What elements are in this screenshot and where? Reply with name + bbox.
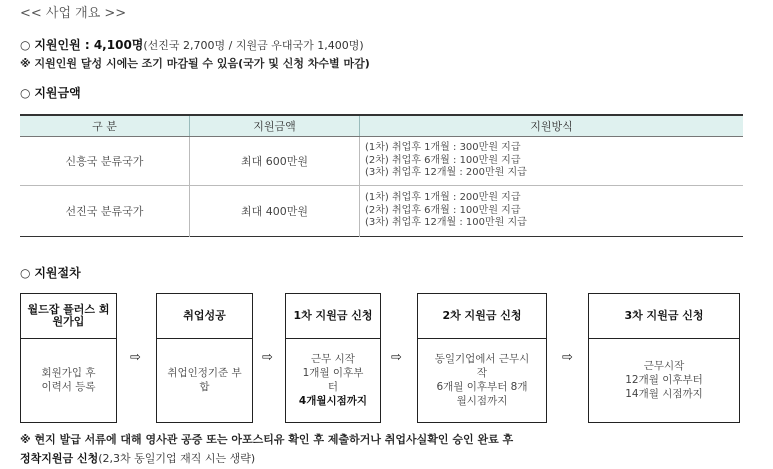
cell-category: 신흥국 분류국가 <box>20 137 190 186</box>
cell-method <box>360 186 744 237</box>
bullet-circle: ○ <box>20 266 31 280</box>
step-box-signup <box>20 293 117 423</box>
amount-section-title <box>20 84 81 101</box>
header-category: 구 분 <box>20 115 190 137</box>
header-method: 지원방식 <box>360 115 744 137</box>
funding-table <box>20 114 743 237</box>
step-body-line: 터 <box>327 381 339 393</box>
cell-amount: 최대 400만원 <box>190 186 360 237</box>
footer-settlement <box>20 450 255 466</box>
step-body-line: 1개월 이후부 <box>302 367 364 379</box>
recruit-line <box>20 36 364 53</box>
step-body <box>286 338 380 422</box>
step-body <box>21 338 116 422</box>
arrow-right-icon: ⇨ <box>391 350 402 365</box>
step-title: 월드잡 플러스 회원가입 <box>21 294 116 339</box>
procedure-label: 지원절차 <box>34 266 81 280</box>
recruit-label: 지원인원 : 4,100명 <box>34 38 144 52</box>
cell-category: 선진국 분류국가 <box>65 205 144 218</box>
step-title: 1차 지원금 신청 <box>286 294 380 339</box>
table-header-row <box>20 115 743 137</box>
step-body-line: 근무 시작 <box>311 353 355 365</box>
footer-settlement-label: 정착지원금 신청 <box>20 452 99 465</box>
step-title: 취업성공 <box>157 294 252 339</box>
footer-settlement-note: (2,3차 동일기업 재직 시는 생략) <box>98 452 256 465</box>
step-body-line: 동일기업에서 근무시 <box>434 353 530 365</box>
step-box-first-claim <box>285 293 381 423</box>
method-line: (3차) 취업후 12개월 : 100만원 지급 <box>365 217 527 229</box>
step-box-third-claim <box>588 293 740 423</box>
step-body-line: 6개월 이후부터 8개 <box>436 381 528 393</box>
procedure-section-title <box>20 264 81 281</box>
arrow-right-icon: ⇨ <box>562 350 573 365</box>
amount-label: 지원금액 <box>34 86 81 100</box>
arrow-right-icon: ⇨ <box>130 350 141 365</box>
method-line: (1차) 취업후 1개월 : 300만원 지급 <box>365 142 521 154</box>
step-title: 2차 지원금 신청 <box>418 294 546 339</box>
cell-method <box>360 137 744 186</box>
step-body-line: 합 <box>199 381 210 393</box>
recruit-detail: (선진국 2,700명 / 지원금 우대국가 1,400명) <box>143 39 364 52</box>
step-box-second-claim <box>417 293 547 423</box>
step-body <box>418 338 546 422</box>
step-body-line: 근무시작 <box>643 360 685 372</box>
arrow-right-icon: ⇨ <box>262 350 273 365</box>
method-line: (2차) 취업후 6개월 : 100만원 지급 <box>365 204 521 216</box>
table-row <box>20 186 743 237</box>
step-title: 3차 지원금 신청 <box>589 294 739 339</box>
cell-amount: 최대 600만원 <box>190 137 360 186</box>
table-row <box>20 137 743 186</box>
step-body-line: 14개월 시점까지 <box>625 388 703 400</box>
method-line: (1차) 취업후 1개월 : 200만원 지급 <box>365 192 521 204</box>
step-box-employment <box>156 293 253 423</box>
recruit-notice: ※ 지원인원 달성 시에는 조기 마감될 수 있음(국가 및 신청 차수별 마감) <box>20 57 370 70</box>
footer-notice: ※ 현지 발급 서류에 대해 영사관 공증 또는 아포스티유 확인 후 제출하거나 취업사실확인 승인 완료 후 <box>20 433 514 446</box>
bullet-circle: ○ <box>20 86 31 100</box>
section-heading: << 사업 개요 >> <box>20 6 127 21</box>
step-body-line: 취업인정기준 부 <box>167 367 242 379</box>
bullet-circle: ○ <box>20 38 31 52</box>
step-body <box>589 338 739 422</box>
header-amount: 지원금액 <box>190 115 360 137</box>
step-body-line: 회원가입 후 <box>41 367 96 379</box>
method-line: (2차) 취업후 6개월 : 100만원 지급 <box>365 154 521 166</box>
step-body-line: 작 <box>476 367 488 379</box>
step-body-deadline: 4개월시점까지 <box>298 395 368 407</box>
step-body-line: 이력서 등록 <box>41 381 96 393</box>
method-line: (3차) 취업후 12개월 : 200만원 지급 <box>365 167 527 179</box>
step-body-line: 12개월 이후부터 <box>625 374 703 386</box>
step-body <box>157 338 252 422</box>
step-body-line: 월시점까지 <box>456 395 508 407</box>
